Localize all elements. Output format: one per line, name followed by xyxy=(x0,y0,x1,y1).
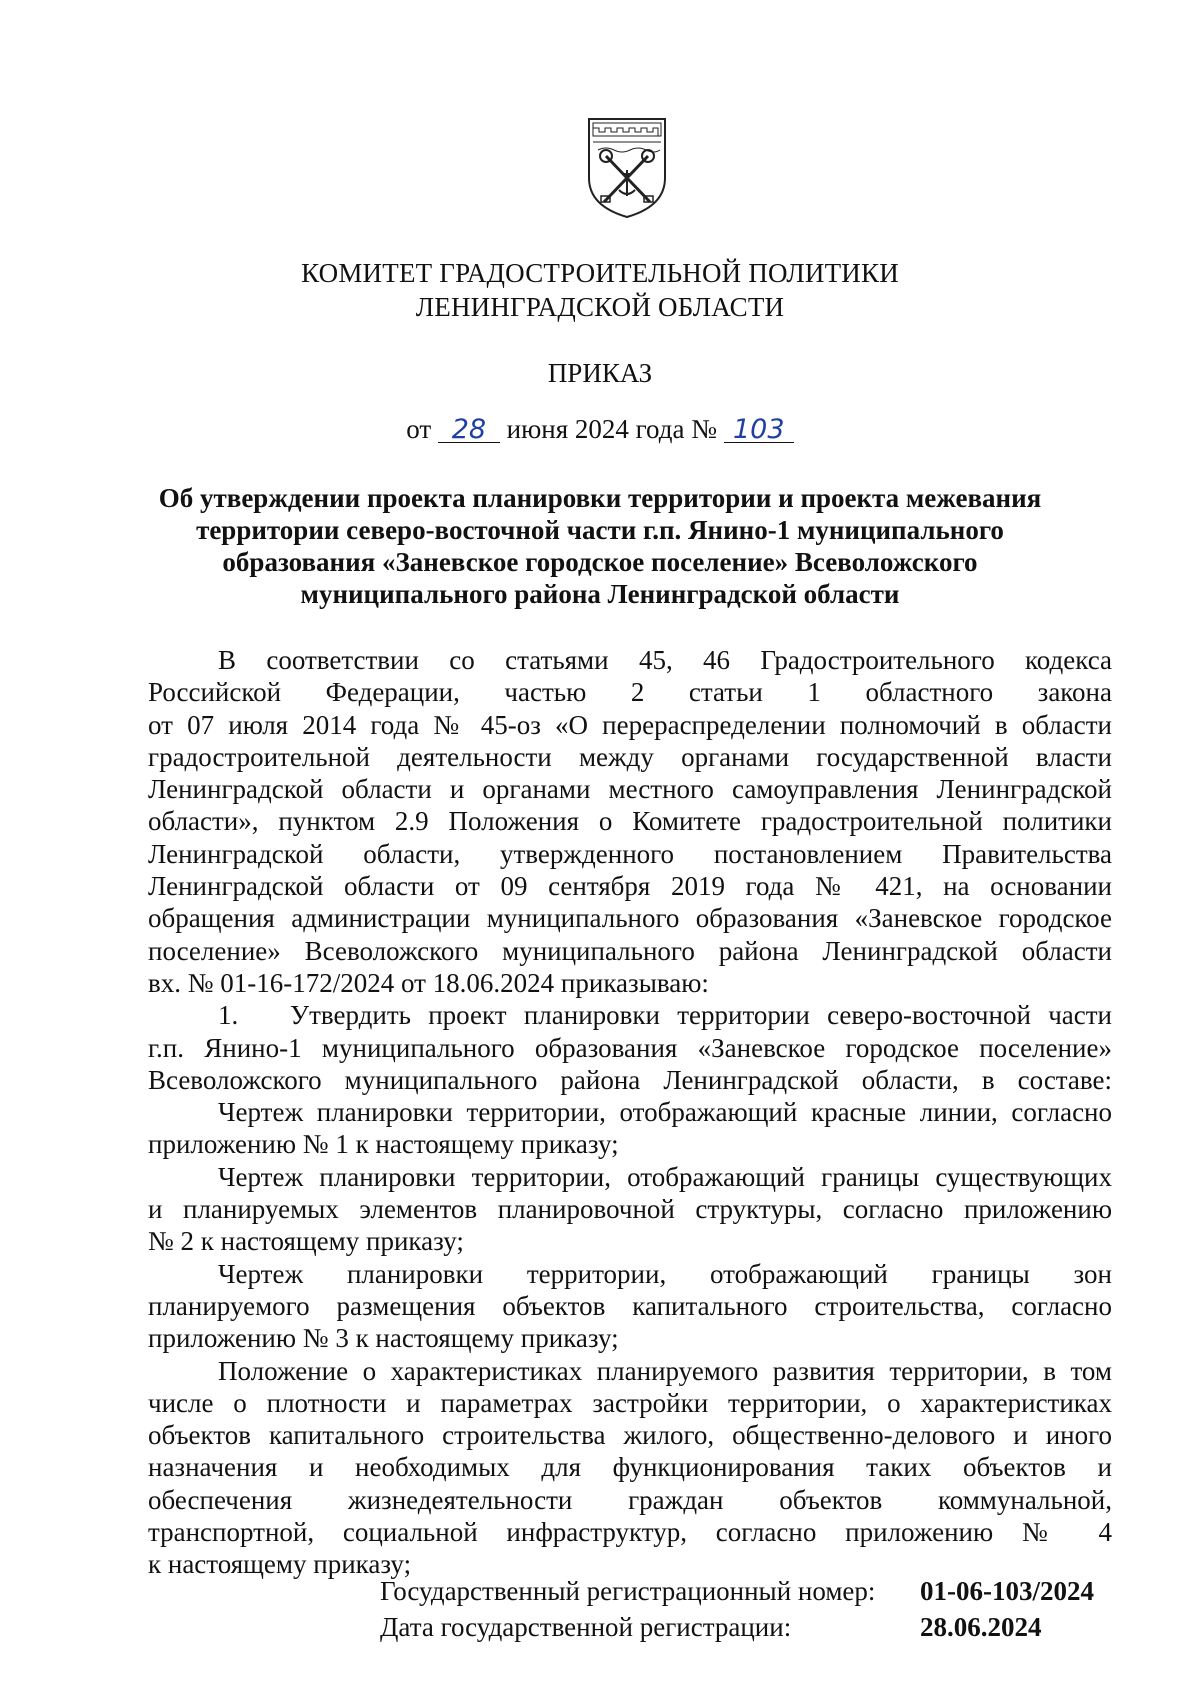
item-text: Утвердить проект планировки территории северо-восточной части xyxy=(290,1000,1112,1031)
body-line: транспортной, социальной инфраструктур, согласно приложению № 4 xyxy=(148,1517,1112,1548)
body-line: г.п. Янино-1 муниципального образования «Заневское городское поселение» xyxy=(148,1032,1112,1063)
document-body xyxy=(148,644,1112,1581)
body-line: приложению № 1 к настоящему приказу; xyxy=(148,1129,619,1160)
registration-date-row xyxy=(380,1612,1042,1643)
document-type: ПРИКАЗ xyxy=(547,358,653,388)
registration-date-value: 28.06.2024 xyxy=(920,1612,1042,1642)
organization-name-line-2: ЛЕНИНГРАДСКОЙ ОБЛАСТИ xyxy=(415,292,785,322)
body-line: Ленинградской области и органами местного самоуправления Ленинградской xyxy=(148,774,1112,805)
body-line: вх. № 01-16-172/2024 от 18.06.2024 приказываю: xyxy=(148,967,709,998)
body-line: приложению № 3 к настоящему приказу; xyxy=(148,1323,619,1354)
handwritten-day: 28 xyxy=(438,414,500,445)
body-line: Чертеж планировки территории, отображающий границы существующих xyxy=(218,1161,1112,1192)
registration-number-label: Государственный регистрационный номер: xyxy=(380,1576,876,1606)
body-line: объектов капитального строительства жилого, общественно-делового и иного xyxy=(148,1420,1112,1451)
body-line: поселение» Всеволожского муниципального района Ленинградской области xyxy=(148,935,1112,966)
body-line: обращения администрации муниципального образования «Заневское городское xyxy=(148,903,1112,934)
body-line: Положение о характеристиках планируемого развития территории, в том xyxy=(218,1355,1112,1386)
date-prefix: от xyxy=(406,414,432,444)
coat-of-arms-emblem xyxy=(586,116,668,220)
body-line: числе о плотности и параметрах застройки территории, о характеристиках xyxy=(148,1387,1112,1418)
registration-date-label: Дата государственной регистрации: xyxy=(380,1612,792,1642)
numbered-item-line xyxy=(148,999,1112,1031)
date-middle: июня 2024 года № xyxy=(506,414,718,444)
body-line: Российской Федерации, частью 2 статьи 1 областного закона xyxy=(148,677,1112,708)
body-line: Ленинградской области, утвержденного постановлением Правительства xyxy=(148,838,1112,869)
document-title xyxy=(150,482,1050,610)
registration-number-row xyxy=(380,1576,1094,1607)
title-line: Об утверждении проекта планировки территории и проекта межевания xyxy=(158,483,1042,513)
title-line: образования «Заневское городское поселение» Всеволожского xyxy=(222,547,978,577)
body-line: обеспечения жизнедеятельности граждан объектов коммунальной, xyxy=(148,1484,1112,1515)
registration-number-value: 01-06-103/2024 xyxy=(920,1576,1094,1606)
title-line: территории северо-восточной части г.п. Янино-1 муниципального xyxy=(196,515,1004,545)
date-line xyxy=(0,414,1200,445)
body-line: к настоящему приказу; xyxy=(148,1549,412,1580)
body-line: от 07 июля 2014 года № 45-оз «О перераспределении полномочий в области xyxy=(148,709,1112,740)
body-line: Чертеж планировки территории, отображающий границы зон xyxy=(218,1258,1112,1289)
body-line: Чертеж планировки территории, отображающий красные линии, согласно xyxy=(218,1097,1112,1128)
body-line: градостроительной деятельности между органами государственной власти xyxy=(148,741,1112,772)
title-line: муниципального района Ленинградской области xyxy=(300,579,900,609)
handwritten-order-number: 103 xyxy=(724,414,794,445)
body-line: и планируемых элементов планировочной структуры, согласно приложению xyxy=(148,1194,1112,1225)
body-line: назначения и необходимых для функционирования таких объектов и xyxy=(148,1452,1112,1483)
body-line: области», пунктом 2.9 Положения о Комитете градостроительной политики xyxy=(148,806,1112,837)
body-line: В соответствии со статьями 45, 46 Градостроительного кодекса xyxy=(218,645,1112,675)
organization-name-line-1: КОМИТЕТ ГРАДОСТРОИТЕЛЬНОЙ ПОЛИТИКИ xyxy=(301,258,899,288)
body-line: планируемого размещения объектов капитального строительства, согласно xyxy=(148,1290,1112,1321)
body-line: Ленинградской области от 09 сентября 2019 года № 421, на основании xyxy=(148,871,1112,902)
item-number: 1. xyxy=(218,1000,239,1031)
body-line: Всеволожского муниципального района Ленинградской области, в составе: xyxy=(148,1064,1112,1095)
body-line: № 2 к настоящему приказу; xyxy=(148,1226,464,1257)
